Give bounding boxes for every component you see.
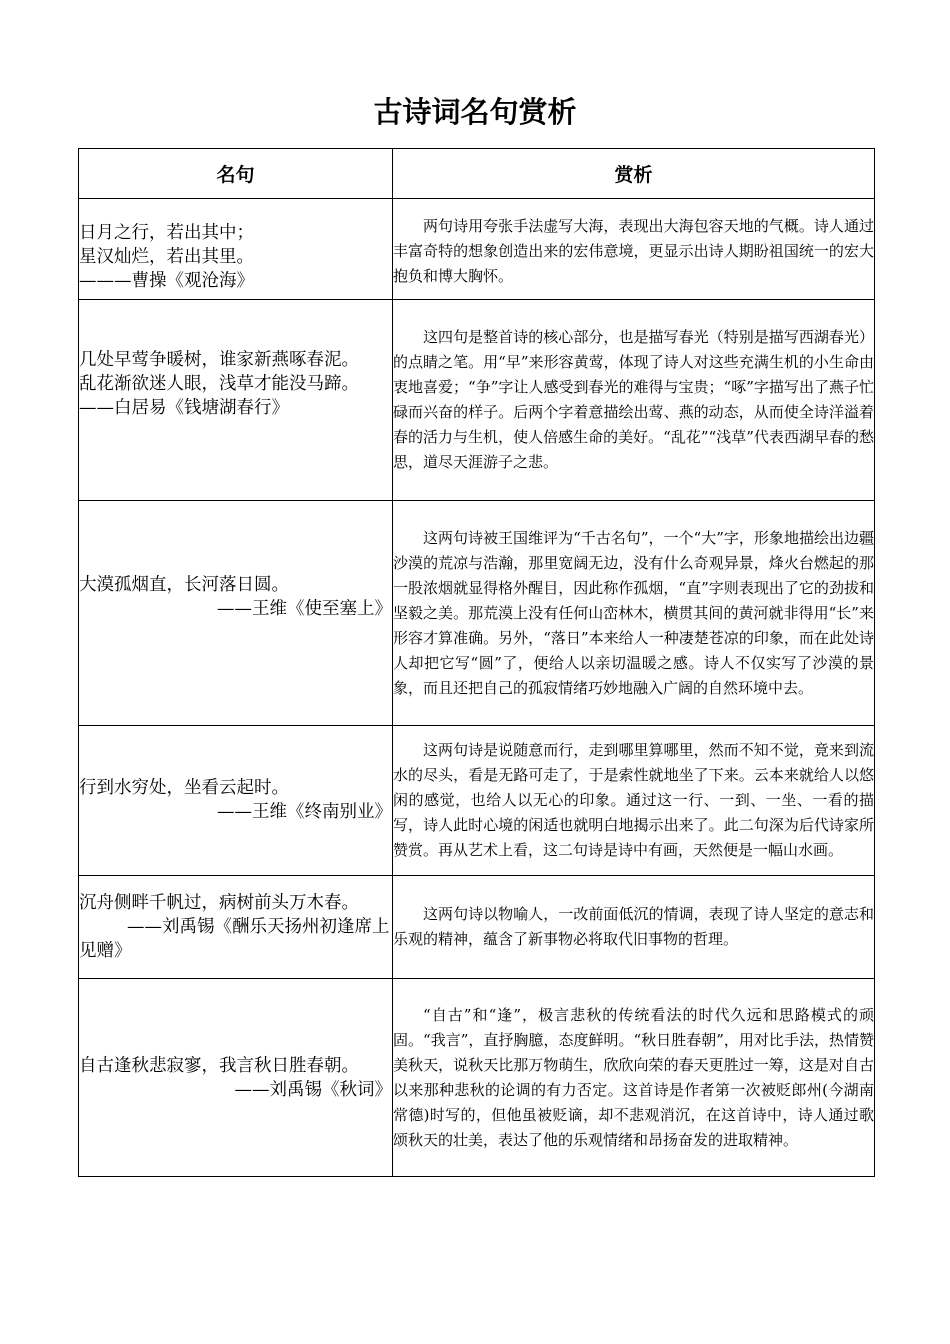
- verse-author: ——刘禹锡《秋词》: [234, 1079, 392, 1100]
- verse-cell: [79, 501, 393, 726]
- verse-line: 乱花渐欲迷人眼，浅草才能没马蹄。: [79, 374, 359, 394]
- table-row: [79, 876, 875, 979]
- analysis-text: 这两句诗以物喻人，一改前面低沉的情调，表现了诗人坚定的意志和乐观的精神，蕴含了新事物必将取代旧事物的哲理。: [393, 905, 874, 948]
- analysis-cell: [393, 501, 875, 726]
- analysis-cell: [393, 876, 875, 979]
- verse-line: 行到水穷处，坐看云起时。: [79, 778, 289, 798]
- verse-author: ———曹操《观沧海》: [79, 271, 254, 291]
- analysis-text: “自古”和“逢”，极言悲秋的传统看法的时代久远和思路模式的顽固。“我言”，直抒胸臆，态度鲜明。“秋日胜春朝”，用对比手法，热情赞美秋天，说秋天比那万物萌生，欣欣向荣的春天更胜过一筹，这是对自古以来那种悲秋的论调的有力否定。这首诗是作者第一次被贬郎州(今湖南常德)时写的，但他虽被贬谪，却不悲观消沉，在这首诗中，诗人通过歌颂秋天的壮美，表达了他的乐观情绪和昂扬奋发的进取精神。: [393, 1005, 874, 1149]
- verse-author: ——白居易《钱塘湖春行》: [79, 398, 289, 418]
- header-verse: 名句: [79, 149, 393, 199]
- analysis-cell: [393, 979, 875, 1177]
- verse-cell: [79, 300, 393, 501]
- header-analysis: 赏析: [393, 149, 875, 199]
- verse-author-text: ——刘禹锡《酬乐天扬州初逢席上见赠》: [79, 917, 390, 961]
- verse-author: [79, 915, 392, 963]
- analysis-text: 这四句是整首诗的核心部分，也是描写春光（特别是描写西湖春光）的点睛之笔。用“早”来形容黄莺，体现了诗人对这些充满生机的小生命由衷地喜爱；“争”字让人感受到春光的难得与宝贵；“啄”字描写出了燕子忙碌而兴奋的样子。后两个字着意描绘出莺、燕的动态，从而使全诗洋溢着春的活力与生机，使人倍感生命的美好。“乱花”“浅草”代表西湖早春的愁思，道尽天涯游子之悲。: [393, 328, 874, 471]
- analysis-text: 这两句诗被王国维评为“千古名句”，一个“大”字，形象地描绘出边疆沙漠的荒凉与浩瀚，那里宽阔无边，没有什么奇观异景，烽火台燃起的那一股浓烟就显得格外醒目，因此称作孤烟，“直”字则表现出了它的劲拔和坚毅之美。那荒漠上没有任何山峦林木，横贯其间的黄河就非得用“长”来形容才算准确。另外，“落日”本来给人一种凄楚苍凉的印象，而在此处诗人却把它写“圆”了，便给人以亲切温暖之感。诗人不仅实写了沙漠的景象，而且还把自己的孤寂情绪巧妙地融入广阔的自然环境中去。: [393, 528, 874, 697]
- analysis-cell: [393, 726, 875, 876]
- verse-line: 几处早莺争暖树，谁家新燕啄春泥。: [79, 350, 359, 370]
- table-row: [79, 199, 875, 300]
- table-row: [79, 979, 875, 1177]
- analysis-cell: [393, 199, 875, 300]
- analysis-text: 两句诗用夸张手法虚写大海，表现出大海包容天地的气概。诗人通过丰富奇特的想象创造出来的宏伟意境，更显示出诗人期盼祖国统一的宏大抱负和博大胸怀。: [393, 216, 874, 285]
- table-row: [79, 501, 875, 726]
- verse-cell: [79, 979, 393, 1177]
- table-header-row: [79, 149, 875, 199]
- verse-line: 日月之行，若出其中；: [79, 223, 254, 243]
- verse-author: ——王维《终南别业》: [217, 802, 392, 822]
- verse-cell: [79, 726, 393, 876]
- table-row: [79, 726, 875, 876]
- verse-cell: [79, 199, 393, 300]
- document-title: 古诗词名句赏析: [373, 95, 577, 129]
- verse-line: 自古逢秋悲寂寥，我言秋日胜春朝。: [79, 1055, 359, 1076]
- analysis-text: 这两句诗是说随意而行，走到哪里算哪里，然而不知不觉，竟来到流水的尽头，看是无路可走了，于是索性就地坐了下来。云本来就给人以悠闲的感觉，也给人以无心的印象。通过这一行、一到、一坐、一看的描写，诗人此时心境的闲适也就明白地揭示出来了。此二句深为后代诗家所赞赏。再从艺术上看，这二句诗是诗中有画，天然便是一幅山水画。: [393, 741, 874, 859]
- verse-line: 星汉灿烂，若出其里。: [79, 247, 254, 267]
- verse-analysis-table: [78, 148, 875, 1177]
- analysis-cell: [393, 300, 875, 501]
- verse-line: 沉舟侧畔千帆过，病树前头万木春。: [79, 893, 359, 913]
- verse-line: 大漠孤烟直，长河落日圆。: [79, 575, 289, 595]
- verse-cell: [79, 876, 393, 979]
- verse-author: ——王维《使至塞上》: [217, 599, 392, 619]
- table-row: [79, 300, 875, 501]
